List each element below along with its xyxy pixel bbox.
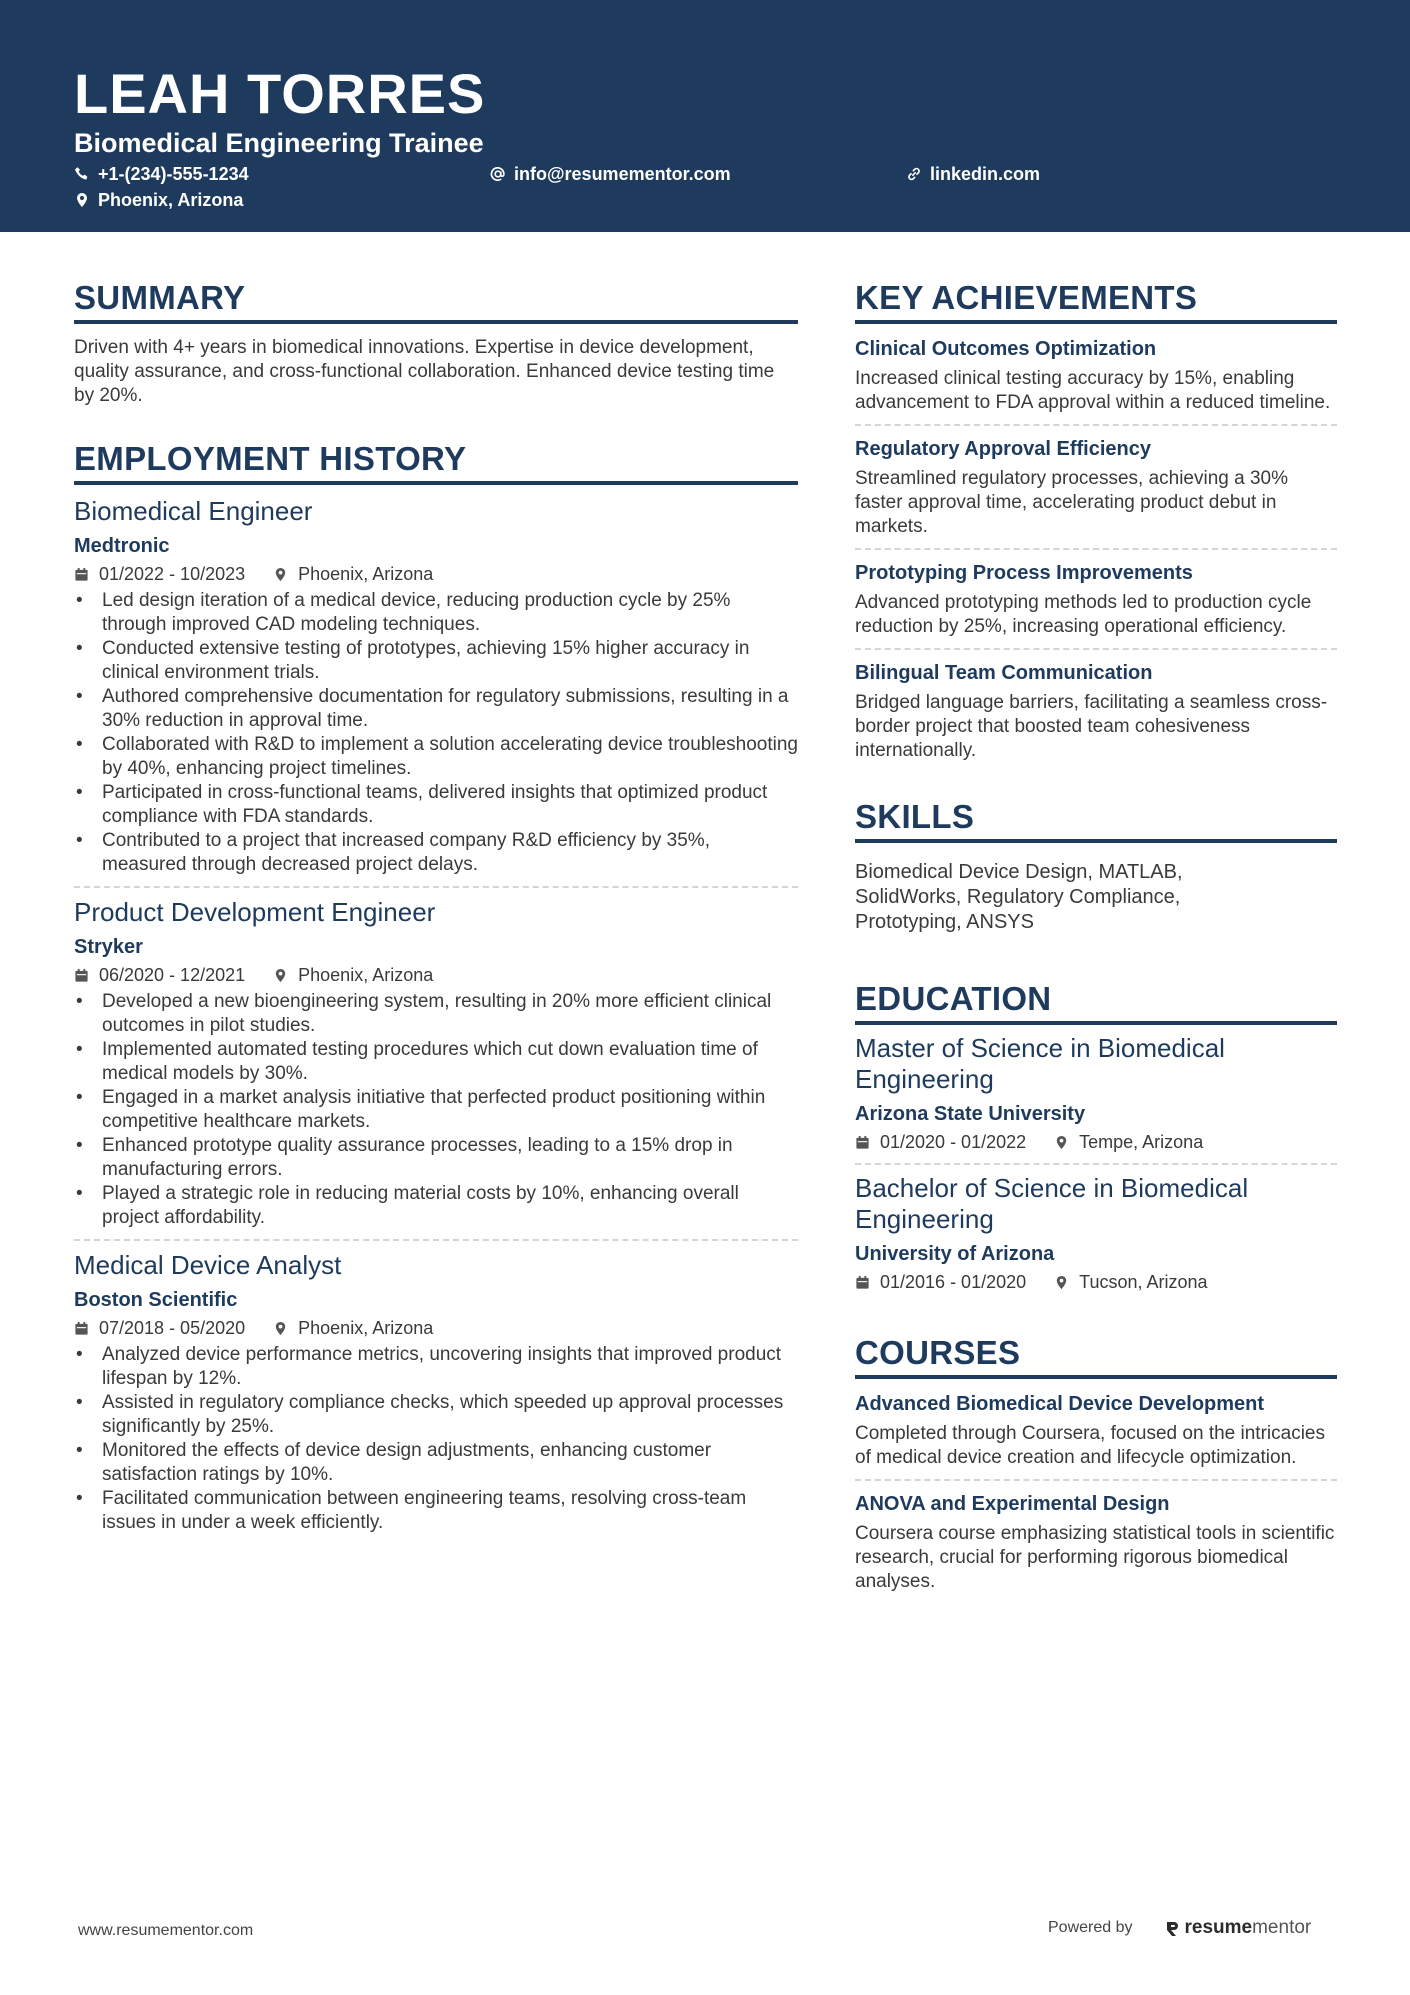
job-bullet: • Enhanced prototype quality assurance processes, leading to a 15% drop in manufacturing errors. (74, 1134, 798, 1182)
email-text: info@resumementor.com (514, 164, 731, 184)
job-meta (74, 562, 798, 586)
entry-divider (74, 1239, 798, 1241)
education-location (1054, 1130, 1203, 1154)
location-icon (1054, 1135, 1069, 1150)
location-icon (273, 1321, 288, 1336)
job-bullet: • Assisted in regulatory compliance checks, which speeded up approval processes significantly by 25%. (74, 1391, 798, 1439)
job-bullet: • Conducted extensive testing of prototypes, achieving 15% higher accuracy in clinical environment trials. (74, 637, 798, 685)
education-dates: 01/2016 - 01/2020 (880, 1272, 1027, 1292)
employment-heading: EMPLOYMENT HISTORY (74, 439, 798, 485)
powered-by-label: Powered by (1048, 1919, 1133, 1936)
job-company: Stryker (74, 936, 143, 958)
achievement-text: Advanced prototyping methods led to production cycle reduction by 25%, increasing operational efficiency. (855, 592, 1312, 637)
achievement-text: Streamlined regulatory processes, achieving a 30% faster approval time, accelerating product debut in markets. (855, 468, 1289, 537)
contact-phone[interactable] (74, 162, 249, 186)
achievement-item (855, 436, 1337, 539)
job-location-text: Phoenix, Arizona (298, 564, 434, 584)
job-bullet: • Implemented automated testing procedures which cut down evaluation time of medical models by 30%. (74, 1038, 798, 1086)
course-text: Completed through Coursera, focused on the intricacies of medical device creation and lifecycle optimization. (855, 1423, 1325, 1468)
job-bullet: • Engaged in a market analysis initiative that perfected product positioning within competitive healthcare markets. (74, 1086, 798, 1134)
resumementor-logo-icon (1165, 1919, 1181, 1937)
education-heading: EDUCATION (855, 979, 1337, 1025)
education-degree: Bachelor of Science in Biomedical Engineering (855, 1173, 1249, 1234)
location-icon (74, 192, 90, 208)
resume-header (0, 0, 1410, 232)
contact-location (74, 188, 243, 212)
job-entry (74, 896, 798, 1230)
courses-section (855, 1333, 1337, 1594)
job-bullet: • Monitored the effects of device design adjustments, enhancing customer satisfaction ratings by 10%. (74, 1439, 798, 1487)
job-location (273, 562, 433, 586)
achievement-title: Prototyping Process Improvements (855, 562, 1193, 584)
entry-divider (74, 886, 798, 888)
entry-divider (855, 548, 1337, 550)
job-meta (74, 1316, 798, 1340)
education-dates: 01/2020 - 01/2022 (880, 1132, 1027, 1152)
achievements-heading: KEY ACHIEVEMENTS (855, 278, 1337, 324)
location-icon (273, 567, 288, 582)
calendar-icon (74, 567, 89, 582)
job-bullet: • Authored comprehensive documentation for regulatory submissions, resulting in a 30% reduction in approval time. (74, 685, 798, 733)
contact-email[interactable] (490, 162, 731, 186)
job-meta (74, 963, 798, 987)
achievement-title: Regulatory Approval Efficiency (855, 438, 1151, 460)
job-bullets (74, 589, 798, 877)
calendar-icon (855, 1275, 870, 1290)
education-location (1054, 1270, 1207, 1294)
job-bullet: • Facilitated communication between engineering teams, resolving cross-team issues in under a week efficiently. (74, 1487, 798, 1535)
entry-divider (855, 1163, 1337, 1165)
location-text: Phoenix, Arizona (98, 190, 244, 210)
achievement-item (855, 560, 1337, 639)
resumementor-logo[interactable] (1165, 1917, 1312, 1939)
education-degree: Master of Science in Biomedical Engineering (855, 1033, 1225, 1094)
job-bullet: • Collaborated with R&D to implement a solution accelerating device troubleshooting by 40%, enhancing project timelines. (74, 733, 798, 781)
achievement-text: Increased clinical testing accuracy by 15%, enabling advancement to FDA approval within a reduced timeline. (855, 368, 1331, 413)
achievement-title: Clinical Outcomes Optimization (855, 338, 1157, 360)
achievement-item (855, 336, 1337, 415)
summary-heading: SUMMARY (74, 278, 798, 324)
job-location (273, 1316, 433, 1340)
achievements-section (855, 278, 1337, 763)
calendar-icon (74, 1321, 89, 1336)
left-column (74, 232, 798, 1535)
calendar-icon (74, 968, 89, 983)
job-bullet: • Contributed to a project that increased company R&D efficiency by 35%, measured through decreased project delays. (74, 829, 798, 877)
course-item (855, 1391, 1337, 1470)
brand-mentor: mentor (1252, 1917, 1312, 1938)
footer-powered (1048, 1917, 1311, 1939)
candidate-name: LEAH TORRES (74, 62, 486, 125)
link-icon (906, 166, 922, 182)
education-school: University of Arizona (855, 1243, 1055, 1265)
calendar-icon (855, 1135, 870, 1150)
job-bullet: • Participated in cross-functional teams, delivered insights that optimized product compliance with FDA standards. (74, 781, 798, 829)
job-bullets (74, 990, 798, 1230)
linkedin-text: linkedin.com (930, 164, 1041, 184)
job-title: Biomedical Engineer (74, 496, 313, 526)
phone-icon (74, 166, 90, 182)
course-text: Coursera course emphasizing statistical tools in scientific research, crucial for performing rigorous biomedical analyses. (855, 1523, 1335, 1592)
job-bullet: • Analyzed device performance metrics, uncovering insights that improved product lifespan by 12%. (74, 1343, 798, 1391)
job-dates: 06/2020 - 12/2021 (99, 965, 246, 985)
job-bullet: • Developed a new bioengineering system, resulting in 20% more efficient clinical outcomes in pilot studies. (74, 990, 798, 1038)
education-school: Arizona State University (855, 1103, 1086, 1125)
education-item (855, 1033, 1337, 1154)
job-company: Boston Scientific (74, 1289, 238, 1311)
job-title: Medical Device Analyst (74, 1250, 342, 1280)
entry-divider (855, 648, 1337, 650)
location-icon (1054, 1275, 1069, 1290)
right-column (855, 232, 1337, 1594)
job-dates: 07/2018 - 05/2020 (99, 1318, 246, 1338)
job-location-text: Phoenix, Arizona (298, 965, 434, 985)
job-bullets (74, 1343, 798, 1535)
education-item (855, 1173, 1337, 1294)
course-title: Advanced Biomedical Device Development (855, 1393, 1265, 1415)
job-bullet: • Led design iteration of a medical device, reducing production cycle by 25% through improved CAD modeling techniques. (74, 589, 798, 637)
job-company: Medtronic (74, 535, 170, 557)
skills-text: Biomedical Device Design, MATLAB, SolidWorks, Regulatory Compliance, Prototyping, ANSYS (855, 861, 1183, 933)
education-meta (855, 1130, 1337, 1154)
job-location (273, 963, 433, 987)
footer-website[interactable]: www.resumementor.com (78, 1922, 254, 1939)
contact-linkedin[interactable] (906, 162, 1040, 186)
education-location-text: Tempe, Arizona (1079, 1132, 1204, 1152)
job-location-text: Phoenix, Arizona (298, 1318, 434, 1338)
course-item (855, 1491, 1337, 1594)
brand-resume: resume (1184, 1917, 1253, 1938)
achievement-text: Bridged language barriers, facilitating a seamless cross-border project that boosted team cohesiveness internationally. (855, 692, 1328, 761)
location-icon (273, 968, 288, 983)
skills-section (855, 797, 1337, 935)
education-section (855, 979, 1337, 1294)
job-entry (74, 495, 798, 877)
entry-divider (855, 424, 1337, 426)
phone-text: +1-(234)-555-1234 (98, 164, 249, 184)
job-bullet: • Played a strategic role in reducing material costs by 10%, enhancing overall project affordability. (74, 1182, 798, 1230)
candidate-title: Biomedical Engineering Trainee (74, 128, 484, 158)
job-dates: 01/2022 - 10/2023 (99, 564, 246, 584)
employment-section (74, 439, 798, 1535)
courses-heading: COURSES (855, 1333, 1337, 1379)
summary-section (74, 278, 798, 408)
job-title: Product Development Engineer (74, 897, 436, 927)
achievement-item (855, 660, 1337, 763)
job-entry (74, 1249, 798, 1535)
at-icon (490, 166, 506, 182)
education-meta (855, 1270, 1337, 1294)
summary-text: Driven with 4+ years in biomedical innovations. Expertise in device development, quality assurance, and cross-functional collaboration. Enhanced device testing time by 20%. (74, 337, 775, 406)
entry-divider (855, 1479, 1337, 1481)
education-location-text: Tucson, Arizona (1079, 1272, 1208, 1292)
course-title: ANOVA and Experimental Design (855, 1493, 1170, 1515)
skills-heading: SKILLS (855, 797, 1337, 843)
achievement-title: Bilingual Team Communication (855, 662, 1153, 684)
